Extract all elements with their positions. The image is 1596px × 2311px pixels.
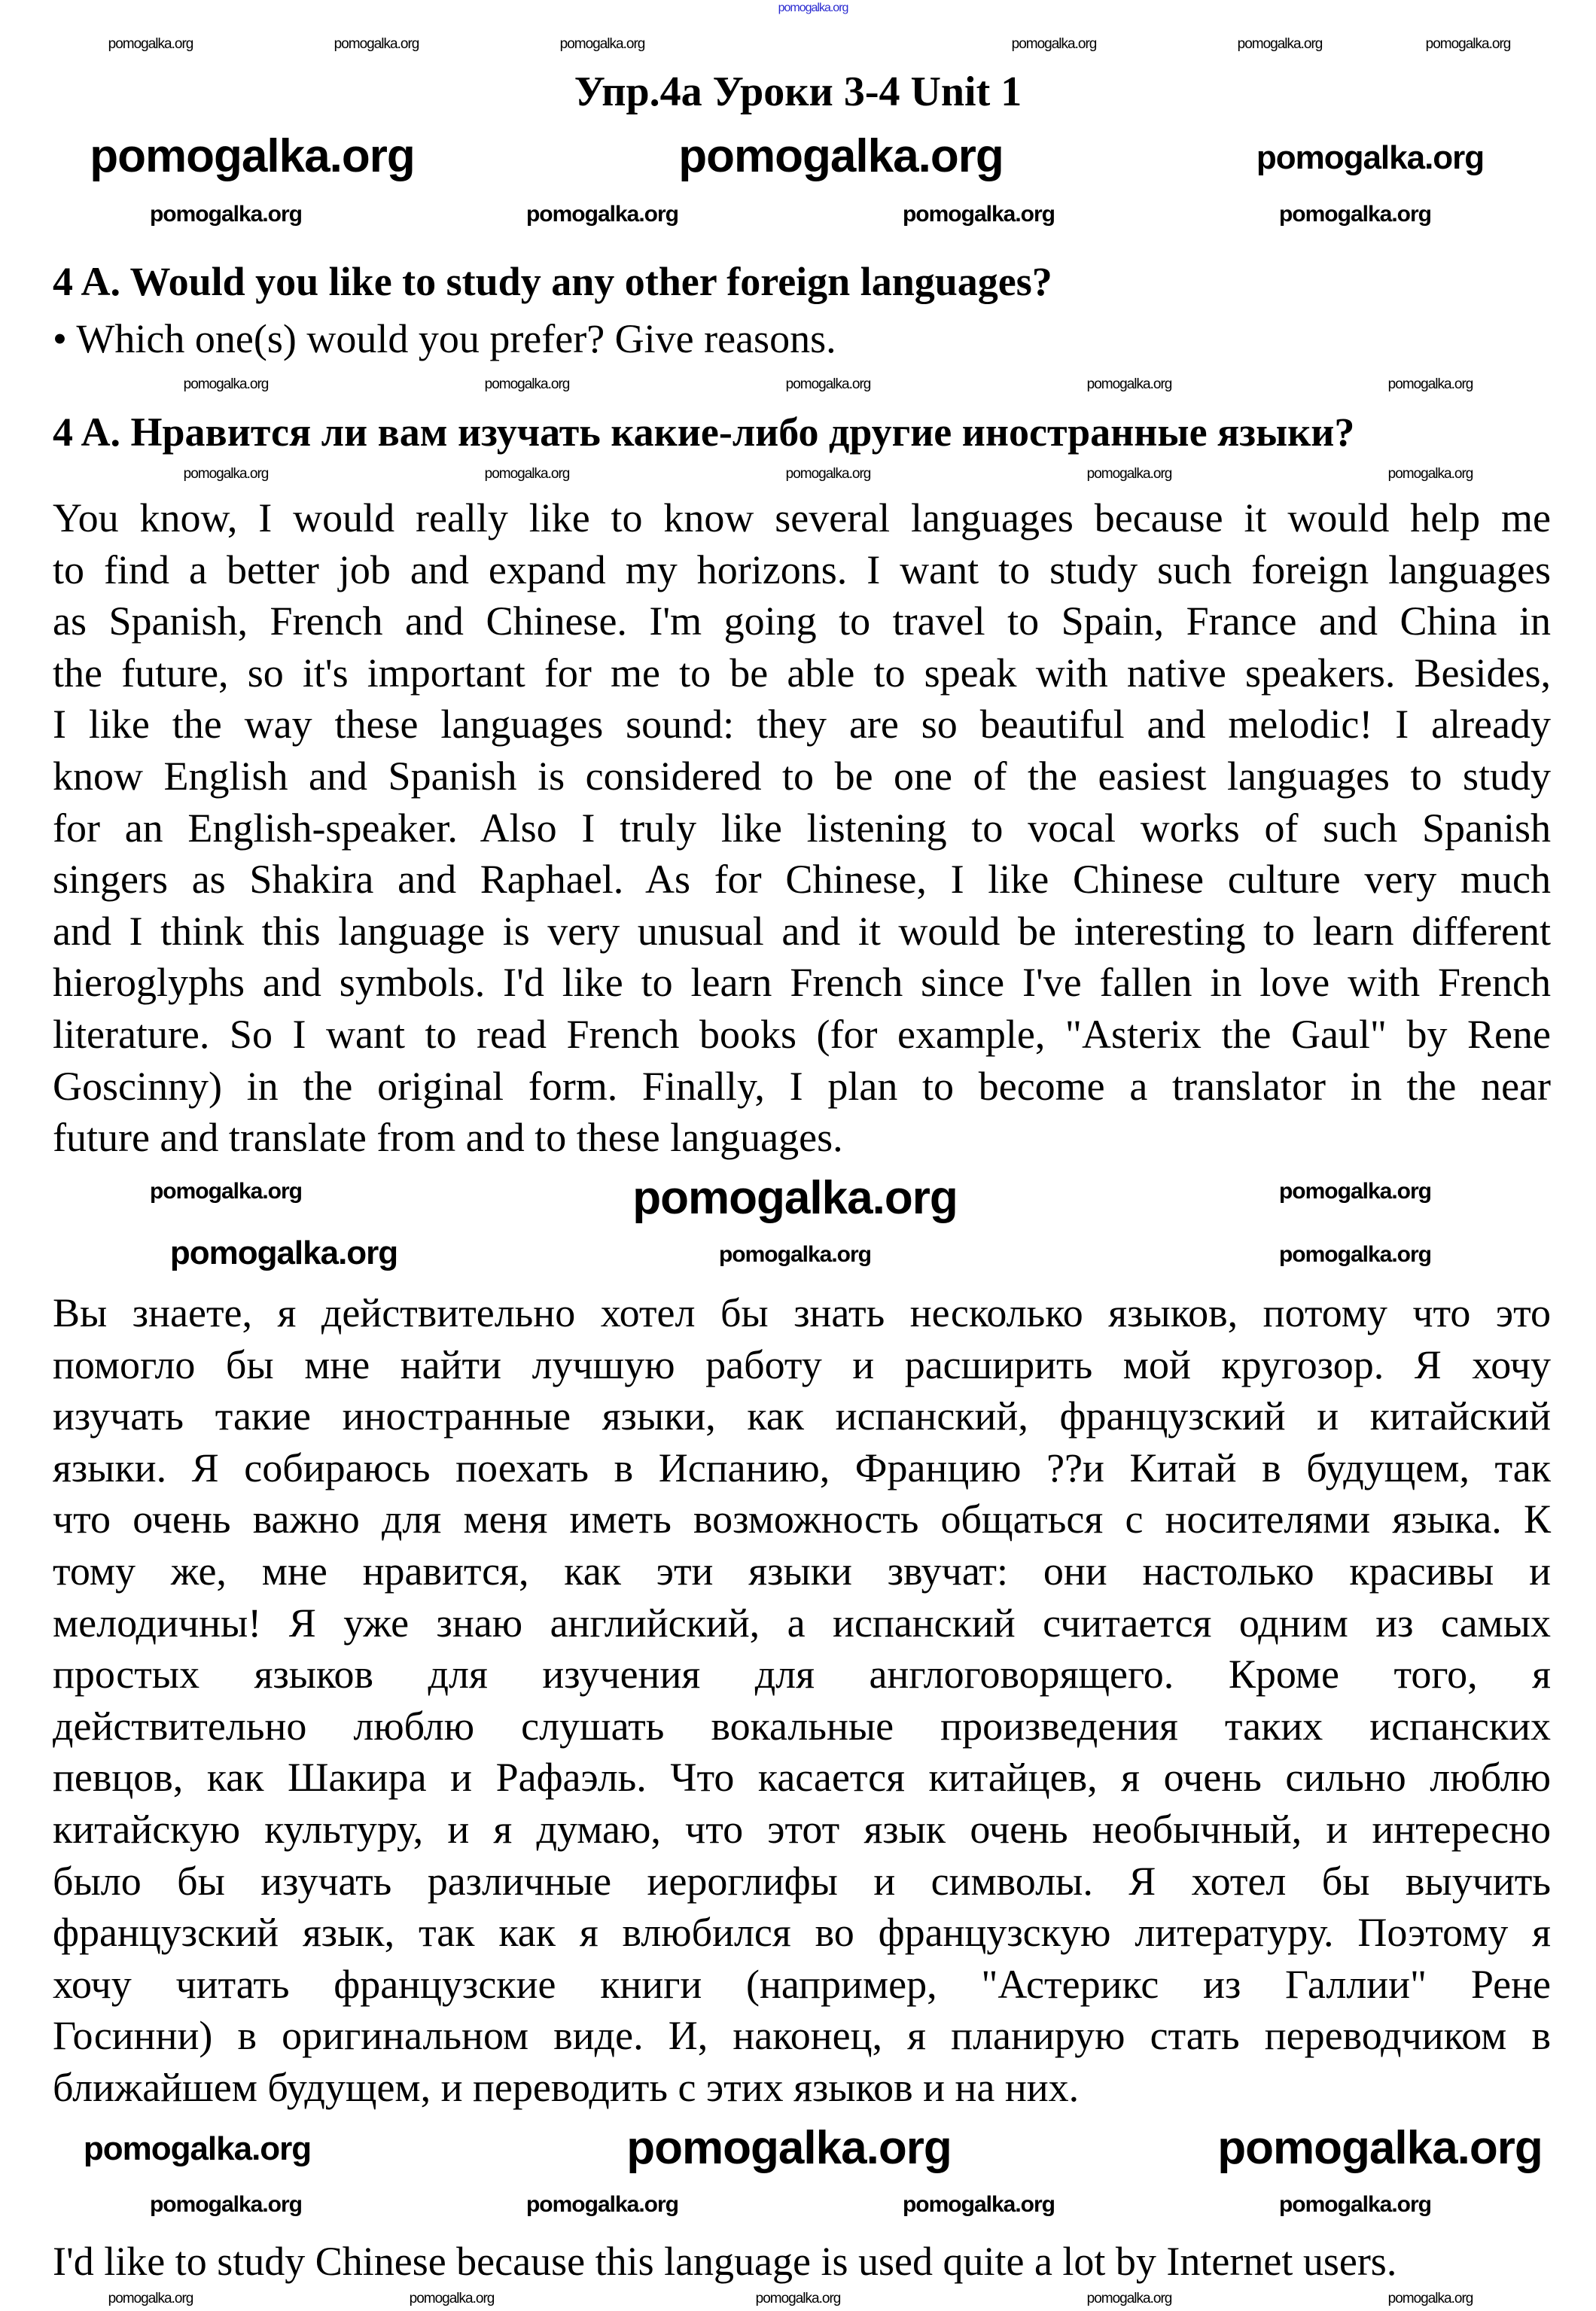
watermark: pomogalka.org xyxy=(902,202,1055,227)
watermark: pomogalka.org xyxy=(626,2122,952,2174)
question-en-sub: • Which one(s) would you prefer? Give reasons. xyxy=(53,316,836,361)
text-line: действительно люблю слушать вокальные произведения таких испанских xyxy=(53,1703,1551,1749)
text-line: певцов, как Шакира и Рафаэль. Что касается китайцев, я очень сильно люблю xyxy=(53,1755,1551,1801)
text-line: французский язык, так как я влюбился во французскую литературу. Поэтому я xyxy=(53,1910,1551,1956)
watermark: pomogalka.org xyxy=(632,1172,958,1224)
question-ru: 4 A. Нравится ли вам изучать какие-либо другие иностранные языки? xyxy=(53,410,1355,455)
text-line: было бы изучать различные иероглифы и символы. Я хотел бы выучить xyxy=(53,1858,1551,1904)
watermark: pomogalka.org xyxy=(1086,466,1172,482)
text-line: Вы знаете, я действительно хотел бы знать несколько языков, потому что это xyxy=(53,1290,1551,1335)
watermark: pomogalka.org xyxy=(1425,36,1511,52)
watermark: pomogalka.org xyxy=(902,2192,1055,2217)
text-line: hieroglyphs and symbols. I'd like to learn French since I've fallen in love with French xyxy=(53,960,1551,1006)
page-title: Упр.4а Уроки 3-4 Unit 1 xyxy=(574,69,1022,115)
watermark: pomogalka.org xyxy=(409,2291,495,2306)
watermark: pomogalka.org xyxy=(183,466,269,482)
watermark: pomogalka.org xyxy=(484,376,570,392)
watermark: pomogalka.org xyxy=(108,2291,193,2306)
watermark: pomogalka.org xyxy=(1278,2192,1432,2217)
watermark: pomogalka.org xyxy=(83,2130,312,2167)
watermark: pomogalka.org xyxy=(785,376,871,392)
watermark: pomogalka.org xyxy=(1278,202,1432,227)
text-line: to find a better job and expand my horizons. I want to study such foreign languages xyxy=(53,547,1551,592)
text-line: ближайшем будущем, и переводить с этих языков и на них. xyxy=(53,2064,1080,2110)
watermark: pomogalka.org xyxy=(1086,376,1172,392)
text-line: the future, so it's important for me to be able to speak with native speakers. Besides, xyxy=(53,650,1551,696)
watermark: pomogalka.org xyxy=(1011,36,1097,52)
watermark: pomogalka.org xyxy=(1217,2122,1543,2174)
text-line: I like the way these languages sound: they are so beautiful and melodic! I already xyxy=(53,702,1551,747)
watermark: pomogalka.org xyxy=(1256,139,1485,176)
text-line: literature. So I want to read French books (for example, "Asterix the Gaul" by Rene xyxy=(53,1011,1551,1057)
text-line: Goscinny) in the original form. Finally, I plan to become a translator in the near xyxy=(53,1063,1551,1109)
text-line: Госинни) в оригинальном виде. И, наконец, я планирую стать переводчиком в xyxy=(53,2013,1551,2059)
text-line: future and translate from and to these languages. xyxy=(53,1115,843,1161)
text-line: singers as Shakira and Raphael. As for Chinese, I like Chinese culture very much xyxy=(53,857,1551,903)
watermark: pomogalka.org xyxy=(1278,1179,1432,1204)
watermark: pomogalka.org xyxy=(525,2192,679,2217)
text-line: as Spanish, French and Chinese. I'm going to travel to Spain, France and China in xyxy=(53,598,1551,644)
answer-en-paragraph xyxy=(53,492,1551,1164)
text-line: что очень важно для меня иметь возможность общаться с носителями языка. К xyxy=(53,1497,1551,1542)
watermark: pomogalka.org xyxy=(525,202,679,227)
text-line: know English and Spanish is considered to be one of the easiest languages to study xyxy=(53,753,1551,799)
watermark: pomogalka.org xyxy=(1278,1242,1432,1267)
watermark: pomogalka.org xyxy=(1237,36,1323,52)
text-line: тому же, мне нравится, как эти языки звучат: они настолько красивы и xyxy=(53,1548,1551,1594)
watermark: pomogalka.org xyxy=(559,36,645,52)
text-line: You know, I would really like to know several languages because it would help me xyxy=(53,495,1551,540)
text-line: for an English-speaker. Also I truly like listening to vocal works of such Spanish xyxy=(53,805,1551,851)
text-line: простых языков для изучения для англоговорящего. Кроме того, я xyxy=(53,1652,1551,1697)
watermark: pomogalka.org xyxy=(484,466,570,482)
watermark: pomogalka.org xyxy=(1387,466,1473,482)
answer-ru-paragraph xyxy=(53,1287,1551,2114)
text-line: хочу читать французские книги (например, "Астерикс из Галлии" Рене xyxy=(53,1961,1551,2007)
question-en: 4 A. Would you like to study any other foreign languages? xyxy=(53,259,1052,304)
text-line: китайскую культуру, и я думаю, что этот язык очень необычный, и интересно xyxy=(53,1806,1551,1852)
text-line: мелодичны! Я уже знаю английский, а испанский считается одним из самых xyxy=(53,1600,1551,1646)
watermark: pomogalka.org xyxy=(334,36,419,52)
watermark: pomogalka.org xyxy=(718,1242,872,1267)
watermark: pomogalka.org xyxy=(1086,2291,1172,2306)
watermark: pomogalka.org xyxy=(678,130,1004,182)
watermark: pomogalka.org xyxy=(169,1235,398,1271)
text-line: помогло бы мне найти лучшую работу и расширить мой кругозор. Я хочу xyxy=(53,1341,1551,1387)
watermark: pomogalka.org xyxy=(1387,376,1473,392)
text-line: and I think this language is very unusual and it would be interesting to learn different xyxy=(53,908,1551,954)
watermark: pomogalka.org xyxy=(108,36,193,52)
watermark: pomogalka.org xyxy=(90,130,415,182)
text-line: изучать такие иностранные языки, как испанский, французский и китайский xyxy=(53,1393,1551,1439)
watermark: pomogalka.org xyxy=(149,1179,303,1204)
watermark: pomogalka.org xyxy=(1387,2291,1473,2306)
watermark: pomogalka.org xyxy=(183,376,269,392)
watermark: pomogalka.org xyxy=(149,2192,303,2217)
text-line: языки. Я собираюсь поехать в Испанию, Францию ??и Китай в будущем, так xyxy=(53,1445,1551,1490)
answer-short: I'd like to study Chinese because this language is used quite a lot by Internet users. xyxy=(53,2239,1397,2284)
watermark: pomogalka.org xyxy=(778,2,848,14)
watermark: pomogalka.org xyxy=(149,202,303,227)
watermark: pomogalka.org xyxy=(785,466,871,482)
watermark: pomogalka.org xyxy=(755,2291,841,2306)
